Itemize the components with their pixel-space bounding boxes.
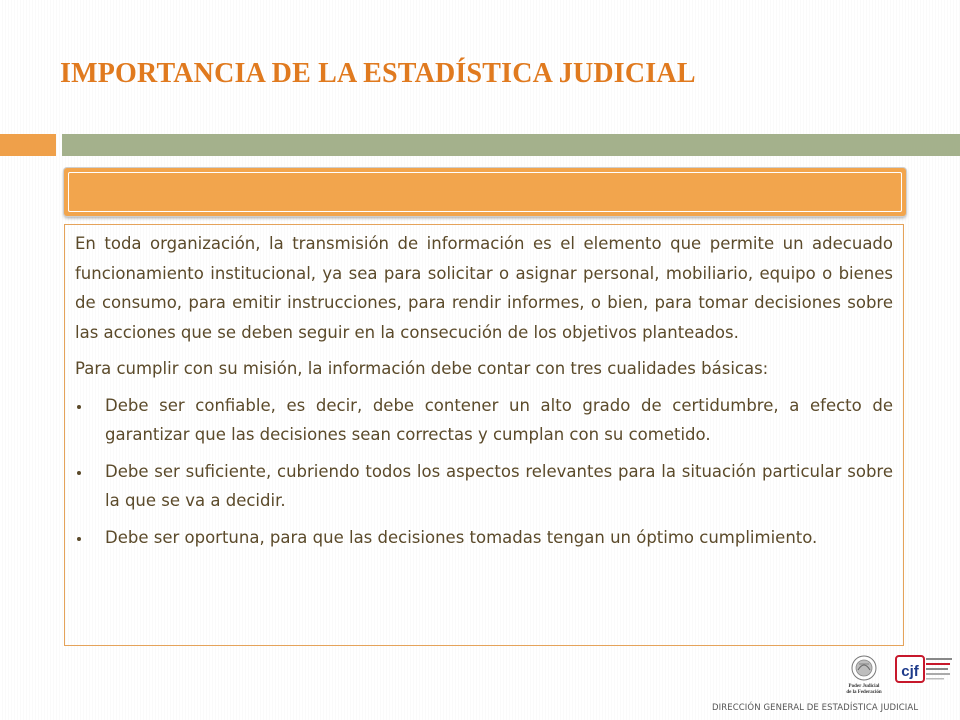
svg-text:cjf: cjf: [901, 663, 919, 680]
poder-judicial-seal-icon: [842, 650, 954, 700]
bullet-icon: [77, 405, 81, 409]
list-item: [75, 391, 893, 450]
list-item-text: Debe ser confiable, es decir, debe contener un alto grado de certidumbre, a efecto de garantizar que las decisiones sean correctas y cumplan con su cometido.: [105, 395, 893, 444]
subtitle-box: [64, 168, 906, 216]
list-item-text: Debe ser oportuna, para que las decisiones tomadas tengan un óptimo cumplimiento.: [105, 527, 818, 547]
subtitle-box-inner: [68, 172, 902, 212]
accent-bar-orange: [0, 134, 56, 156]
list-item: [75, 457, 893, 516]
paragraph-intro: En toda organización, la transmisión de información es el elemento que permite un adecuado funcionamiento institucional, ya sea para solicitar o asignar personal, mobiliario, equipo o bienes de consumo, para emitir instrucciones, para rendir informes, o bien, para tomar decisiones sobre las acciones que se deben seguir en la consecución de los objetivos planteados.: [75, 234, 893, 342]
list-item: [75, 523, 893, 553]
svg-text:Poder Judicial: Poder Judicial: [848, 684, 880, 689]
slide-title: IMPORTANCIA DE LA ESTADÍSTICA JUDICIAL: [60, 58, 696, 89]
bullet-icon: [77, 537, 81, 541]
footer-department-label: DIRECCIÓN GENERAL DE ESTADÍSTICA JUDICIAL: [712, 703, 919, 713]
institution-logos: [842, 650, 954, 700]
list-item-text: Debe ser suficiente, cubriendo todos los aspectos relevantes para la situación particular sobre la que se va a decidir.: [105, 461, 893, 510]
paragraph-qualities: Para cumplir con su misión, la información debe contar con tres cualidades básicas:: [75, 359, 769, 378]
bullet-icon: [77, 471, 81, 475]
content-box: [64, 224, 904, 646]
accent-bar-green: [62, 134, 960, 156]
svg-text:de la Federación: de la Federación: [846, 690, 882, 695]
qualities-list: [75, 391, 893, 553]
